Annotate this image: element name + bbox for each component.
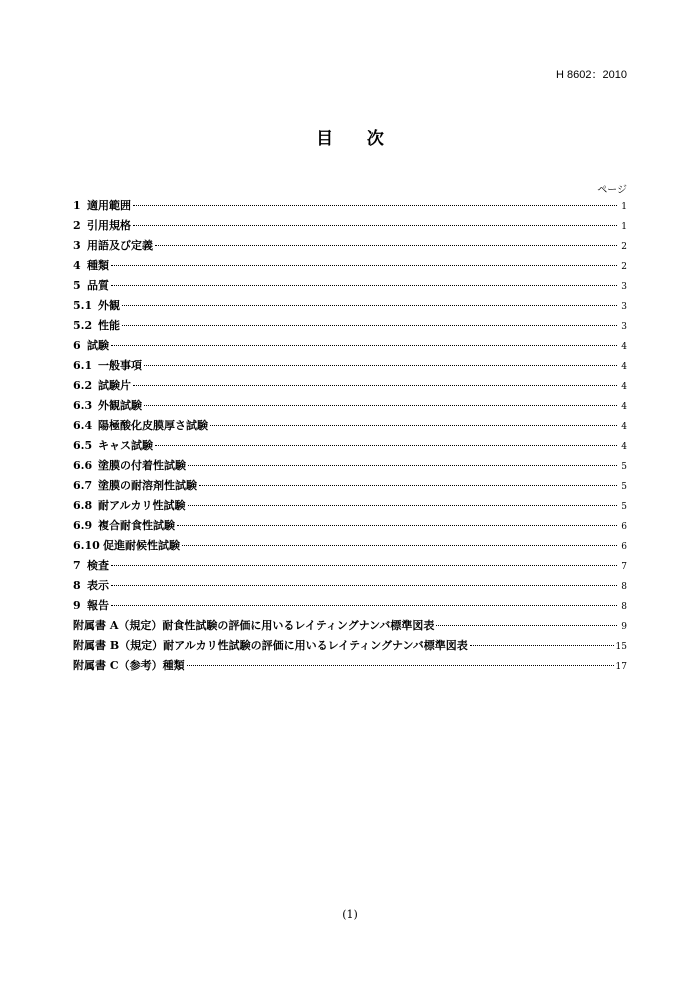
- toc-leader: [144, 365, 617, 366]
- toc-leader: [111, 565, 617, 566]
- toc-leader: [188, 465, 617, 466]
- toc-label: 検査: [87, 559, 109, 572]
- toc-page: 1: [621, 222, 627, 232]
- toc-page: 17: [615, 662, 627, 672]
- toc-entry[interactable]: [73, 577, 627, 597]
- toc-number: 6.3: [73, 399, 93, 412]
- toc-entry[interactable]: [73, 377, 627, 397]
- toc-page: 8: [621, 582, 627, 592]
- toc-leader: [133, 385, 617, 386]
- toc-leader: [133, 205, 617, 206]
- toc-page: 4: [621, 422, 627, 432]
- toc-label: 外観: [98, 299, 120, 312]
- toc-label: 試験: [87, 339, 109, 352]
- toc-leader: [182, 545, 617, 546]
- toc-label: 種類: [87, 259, 109, 272]
- toc-label: キャス試験: [98, 439, 153, 452]
- toc-page: 4: [621, 362, 627, 372]
- toc-page: 5: [621, 482, 627, 492]
- toc-entry-annex-c[interactable]: [73, 657, 627, 677]
- toc-label: 用語及び定義: [87, 239, 153, 252]
- toc-label: 適用範囲: [87, 199, 131, 212]
- toc-entry[interactable]: [73, 497, 627, 517]
- toc-entry[interactable]: [73, 517, 627, 537]
- toc-number: 9: [73, 599, 81, 612]
- toc-number: 6.8: [73, 499, 93, 512]
- toc-entry[interactable]: [73, 277, 627, 297]
- table-of-contents: [73, 197, 627, 677]
- toc-leader: [133, 225, 617, 226]
- toc-label: 促進耐候性試験: [103, 539, 180, 552]
- toc-page: 3: [621, 282, 627, 292]
- toc-leader: [122, 325, 617, 326]
- title-char-1: 目: [316, 129, 334, 149]
- page-title: [0, 124, 700, 149]
- toc-label: 塗膜の耐溶剤性試験: [98, 479, 197, 492]
- toc-leader: [210, 425, 617, 426]
- toc-number: 6.7: [73, 479, 93, 492]
- title-char-2: 次: [366, 129, 384, 149]
- toc-leader: [155, 445, 617, 446]
- toc-page: 6: [621, 542, 627, 552]
- toc-leader: [199, 485, 617, 486]
- toc-leader: [111, 585, 617, 586]
- toc-leader: [111, 605, 617, 606]
- toc-leader: [144, 405, 617, 406]
- toc-leader: [111, 285, 617, 286]
- toc-page: 4: [621, 382, 627, 392]
- toc-label: 外観試験: [98, 399, 142, 412]
- toc-number: 2: [73, 219, 81, 232]
- toc-entry[interactable]: [73, 337, 627, 357]
- toc-page: 4: [621, 402, 627, 412]
- toc-page: 15: [615, 642, 627, 652]
- toc-entry[interactable]: [73, 237, 627, 257]
- toc-page: 8: [621, 602, 627, 612]
- toc-label: 表示: [87, 579, 109, 592]
- toc-entry[interactable]: [73, 357, 627, 377]
- footer-page-number: (1): [342, 908, 358, 921]
- toc-leader: [111, 345, 617, 346]
- toc-entry[interactable]: [73, 457, 627, 477]
- toc-label: 報告: [87, 599, 109, 612]
- toc-page: 1: [621, 202, 627, 212]
- toc-entry[interactable]: [73, 437, 627, 457]
- toc-entry[interactable]: [73, 597, 627, 617]
- toc-entry-annex-b[interactable]: [73, 637, 627, 657]
- toc-label: 附属書 C（参考）種類: [73, 659, 185, 672]
- toc-number: 6.6: [73, 459, 93, 472]
- toc-label: 耐アルカリ性試験: [98, 499, 186, 512]
- toc-number: 5.1: [73, 299, 93, 312]
- toc-page: 7: [621, 562, 627, 572]
- toc-leader: [187, 665, 614, 666]
- toc-leader: [122, 305, 617, 306]
- toc-label: 複合耐食性試験: [98, 519, 175, 532]
- toc-number: 6.5: [73, 439, 93, 452]
- toc-entry[interactable]: [73, 217, 627, 237]
- toc-entry[interactable]: [73, 477, 627, 497]
- toc-label: 引用規格: [87, 219, 131, 232]
- toc-entry-annex-a[interactable]: [73, 617, 627, 637]
- toc-leader: [155, 245, 617, 246]
- toc-number: 6.1: [73, 359, 93, 372]
- toc-label: 附属書 A（規定）耐食性試験の評価に用いるレイティングナンバ標準図表: [73, 619, 435, 632]
- toc-label: 陽極酸化皮膜厚さ試験: [98, 419, 208, 432]
- toc-number: 6.4: [73, 419, 93, 432]
- toc-page: 3: [621, 322, 627, 332]
- toc-page: 4: [621, 442, 627, 452]
- toc-leader: [470, 645, 614, 646]
- standard-code: H 8602：2010: [556, 69, 627, 81]
- toc-page: 5: [621, 462, 627, 472]
- toc-number: 6.2: [73, 379, 93, 392]
- toc-leader: [177, 525, 617, 526]
- toc-leader: [111, 265, 617, 266]
- toc-label: 附属書 B（規定）耐アルカリ性試験の評価に用いるレイティングナンバ標準図表: [73, 639, 468, 652]
- toc-number: 7: [73, 559, 81, 572]
- toc-label: 品質: [87, 279, 109, 292]
- toc-page: 6: [621, 522, 627, 532]
- toc-label: 一般事項: [98, 359, 142, 372]
- toc-label: 性能: [98, 319, 120, 332]
- toc-number: 6: [73, 339, 81, 352]
- toc-number: 6.10: [73, 539, 100, 552]
- toc-entry[interactable]: [73, 197, 627, 217]
- toc-label: 試験片: [98, 379, 131, 392]
- toc-number: 6.9: [73, 519, 93, 532]
- toc-page: 2: [621, 242, 627, 252]
- toc-number: 8: [73, 579, 81, 592]
- toc-entry[interactable]: [73, 557, 627, 577]
- toc-entry[interactable]: [73, 537, 627, 557]
- toc-page: 3: [621, 302, 627, 312]
- toc-entry[interactable]: [73, 417, 627, 437]
- toc-number: 5.2: [73, 319, 93, 332]
- toc-number: 5: [73, 279, 81, 292]
- toc-entry[interactable]: [73, 397, 627, 417]
- toc-entry[interactable]: [73, 257, 627, 277]
- toc-page: 4: [621, 342, 627, 352]
- toc-page: 9: [621, 622, 627, 632]
- page-column-label: ページ: [597, 185, 627, 196]
- toc-leader: [436, 625, 617, 626]
- toc-number: 4: [73, 259, 81, 272]
- toc-page: 2: [621, 262, 627, 272]
- toc-label: 塗膜の付着性試験: [98, 459, 186, 472]
- toc-number: 3: [73, 239, 81, 252]
- toc-entry[interactable]: [73, 317, 627, 337]
- toc-leader: [188, 505, 617, 506]
- toc-page: 5: [621, 502, 627, 512]
- toc-number: 1: [73, 199, 81, 212]
- toc-entry[interactable]: [73, 297, 627, 317]
